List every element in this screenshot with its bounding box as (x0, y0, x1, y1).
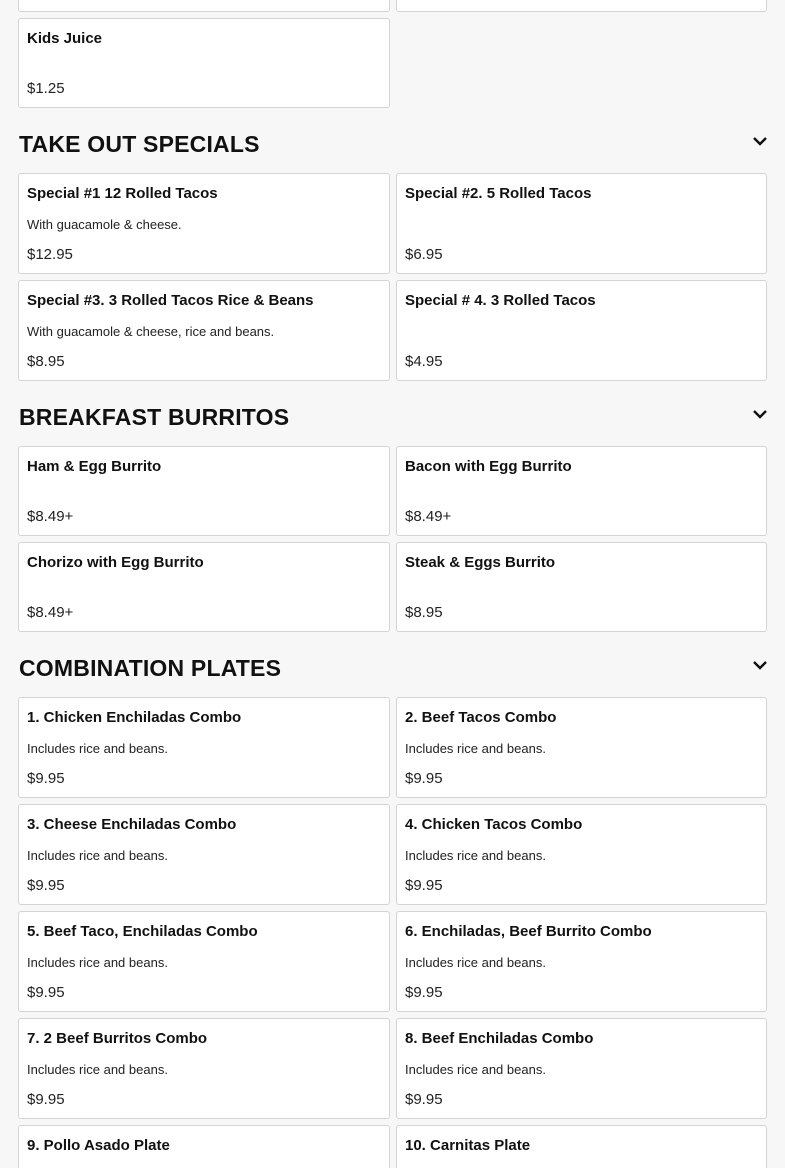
menu-item-card[interactable] (18, 280, 390, 381)
menu-item-card[interactable] (396, 1125, 767, 1168)
item-name: 1. Chicken Enchiladas Combo (27, 709, 242, 726)
menu-item-card[interactable] (18, 697, 390, 798)
item-name: Special # 4. 3 Rolled Tacos (405, 292, 596, 309)
item-description: With guacamole & cheese. (27, 217, 182, 232)
item-name: Kids Juice (27, 30, 103, 47)
item-name: 7. 2 Beef Burritos Combo (27, 1030, 208, 1047)
item-name: 10. Carnitas Plate (405, 1137, 531, 1154)
item-price: $9.95 (27, 877, 65, 894)
item-price: $9.95 (27, 984, 65, 1001)
item-price: $9.95 (405, 1091, 443, 1108)
item-price: $8.49+ (27, 508, 74, 525)
item-description: Includes rice and beans. (405, 955, 546, 970)
section-title-combination-plates: COMBINATION PLATES (19, 655, 282, 681)
item-description: Includes rice and beans. (27, 848, 168, 863)
menu-item-card[interactable] (396, 1018, 767, 1119)
item-name: 3. Cheese Enchiladas Combo (27, 816, 237, 833)
item-name: Special #2. 5 Rolled Tacos (405, 185, 592, 202)
chevron-down-icon[interactable] (752, 133, 768, 149)
menu-item-card[interactable] (18, 1125, 390, 1168)
menu-item-card[interactable] (18, 804, 390, 905)
item-price: $8.95 (27, 353, 65, 370)
item-name: 6. Enchiladas, Beef Burrito Combo (405, 923, 652, 940)
item-name: Chorizo with Egg Burrito (27, 554, 204, 571)
item-description: Includes rice and beans. (27, 741, 168, 756)
item-description: Includes rice and beans. (27, 1062, 168, 1077)
menu-item-card[interactable] (18, 0, 390, 12)
item-price: $8.49+ (27, 604, 74, 621)
chevron-down-icon[interactable] (752, 657, 768, 673)
item-name: Special #1 12 Rolled Tacos (27, 185, 218, 202)
menu-item-card[interactable] (396, 280, 767, 381)
item-name: 9. Pollo Asado Plate (27, 1137, 170, 1154)
item-name: 2. Beef Tacos Combo (405, 709, 557, 726)
item-name: 8. Beef Enchiladas Combo (405, 1030, 594, 1047)
menu-item-card[interactable] (18, 18, 390, 108)
item-name: Ham & Egg Burrito (27, 458, 162, 475)
item-price: $4.95 (405, 353, 443, 370)
menu-item-card[interactable] (396, 446, 767, 536)
item-name: 4. Chicken Tacos Combo (405, 816, 583, 833)
item-price: $9.95 (405, 877, 443, 894)
menu-item-card[interactable] (18, 542, 390, 632)
item-description: Includes rice and beans. (27, 955, 168, 970)
item-name: 5. Beef Taco, Enchiladas Combo (27, 923, 258, 940)
item-price: $9.95 (27, 770, 65, 787)
menu-item-card[interactable] (18, 446, 390, 536)
section-title-take-out-specials: TAKE OUT SPECIALS (19, 131, 260, 157)
menu-item-card[interactable] (396, 542, 767, 632)
menu-item-card[interactable] (396, 911, 767, 1012)
item-description: Includes rice and beans. (405, 1062, 546, 1077)
item-price: $9.95 (405, 984, 443, 1001)
item-price: $1.25 (27, 80, 65, 97)
item-price: $8.49+ (405, 508, 452, 525)
chevron-down-icon[interactable] (752, 406, 768, 422)
menu-item-card[interactable] (18, 1018, 390, 1119)
menu-item-card[interactable] (396, 0, 767, 12)
item-name: Steak & Eggs Burrito (405, 554, 556, 571)
item-name: Bacon with Egg Burrito (405, 458, 572, 475)
section-title-breakfast-burritos: BREAKFAST BURRITOS (19, 404, 290, 430)
item-name: Special #3. 3 Rolled Tacos Rice & Beans (27, 292, 314, 309)
menu-item-card[interactable] (18, 173, 390, 274)
item-description: Includes rice and beans. (405, 741, 546, 756)
item-description: With guacamole & cheese, rice and beans. (27, 324, 275, 339)
item-description: Includes rice and beans. (405, 848, 546, 863)
item-price: $8.95 (405, 604, 443, 621)
item-price: $9.95 (27, 1091, 65, 1108)
item-price: $12.95 (27, 246, 73, 263)
menu-item-card[interactable] (396, 804, 767, 905)
menu-item-card[interactable] (396, 173, 767, 274)
menu-item-card[interactable] (396, 697, 767, 798)
item-price: $6.95 (405, 246, 443, 263)
item-price: $9.95 (405, 770, 443, 787)
menu-item-card[interactable] (18, 911, 390, 1012)
